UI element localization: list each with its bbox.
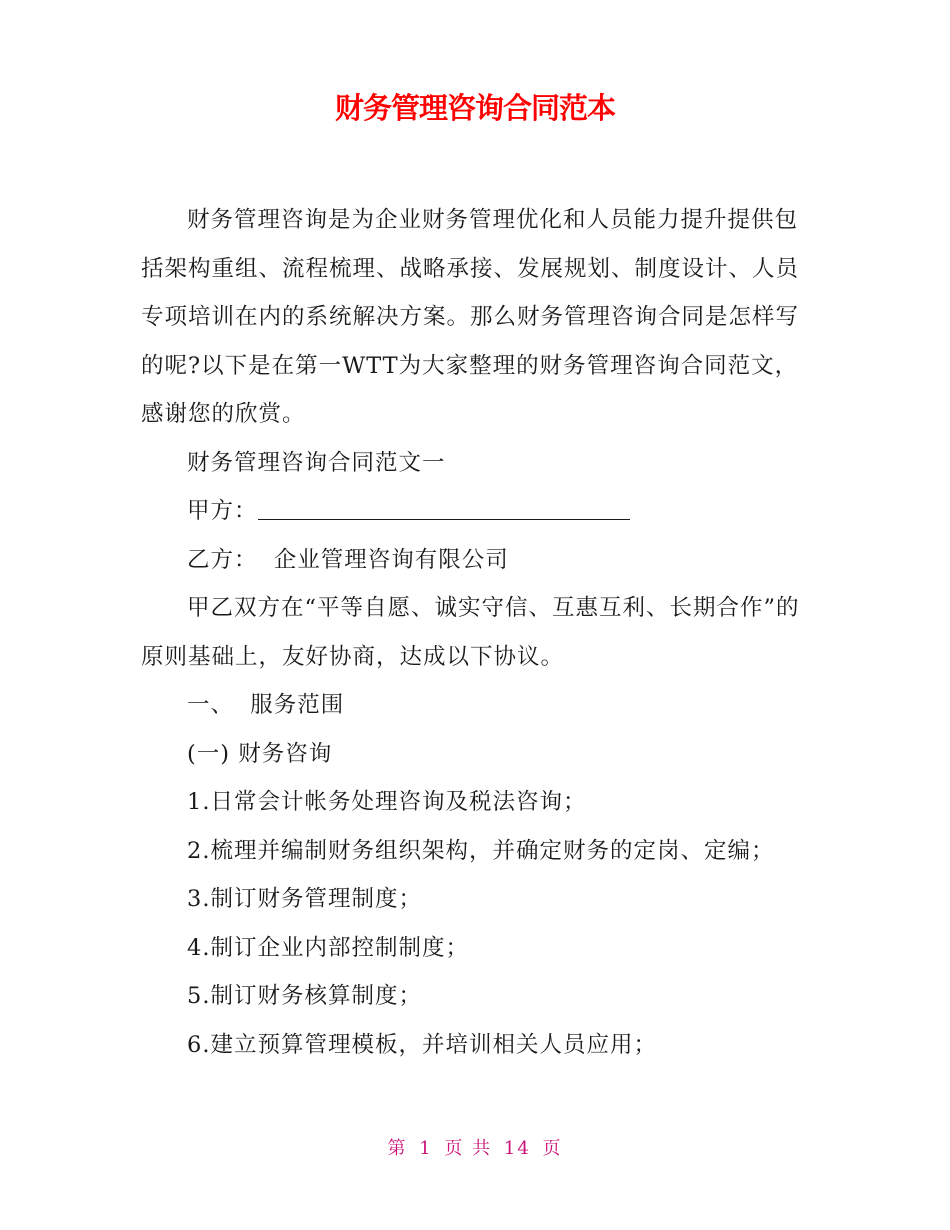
list-item: 1.日常会计帐务处理咨询及税法咨询； [187,789,587,815]
clause-heading: 一、 服务范围 [187,692,345,718]
footer-mid: 页 共 [444,1138,493,1159]
principle-paragraph: 甲乙双方在“平等自愿、诚实守信、互惠互利、长期合作”的原则基础上，友好协商，达成以下协议。 [141,595,800,670]
party-a-label: 甲方： [187,498,258,524]
subclause-heading: (一) 财务咨询 [187,740,333,767]
footer-prefix: 第 [387,1138,408,1159]
document-body [141,196,813,1069]
party-b-line: 乙方： 企业管理咨询有限公司 [187,546,509,573]
list-item: 4.制订企业内部控制制度； [187,934,469,961]
page-footer [0,1134,950,1160]
party-a-blank [258,497,630,520]
party-a-line [141,487,813,536]
section-heading: 财务管理咨询合同范文一 [187,449,446,476]
footer-total-pages: 14 [503,1138,531,1159]
list-item: 6.建立预算管理模板，并培训相关人员应用； [187,1031,657,1058]
list-item: 5.制订财务核算制度； [187,983,422,1009]
footer-page-number: 1 [419,1138,433,1159]
intro-paragraph: 财务管理咨询是为企业财务管理优化和人员能力提升提供包括架构重组、流程梳理、战略承接、发展规划、制度设计、人员专项培训在内的系统解决方案。那么财务管理咨询合同是怎样写的呢?以下是在第一WTT为大家整理的财务管理咨询合同范文，感谢您的欣赏。 [141,207,800,427]
footer-suffix: 页 [542,1138,563,1159]
document-title: 财务管理咨询合同范本 [334,91,615,125]
list-item: 3.制订财务管理制度； [187,886,422,912]
list-item: 2.梳理并编制财务组织架构，并确定财务的定岗、定编； [187,837,775,864]
